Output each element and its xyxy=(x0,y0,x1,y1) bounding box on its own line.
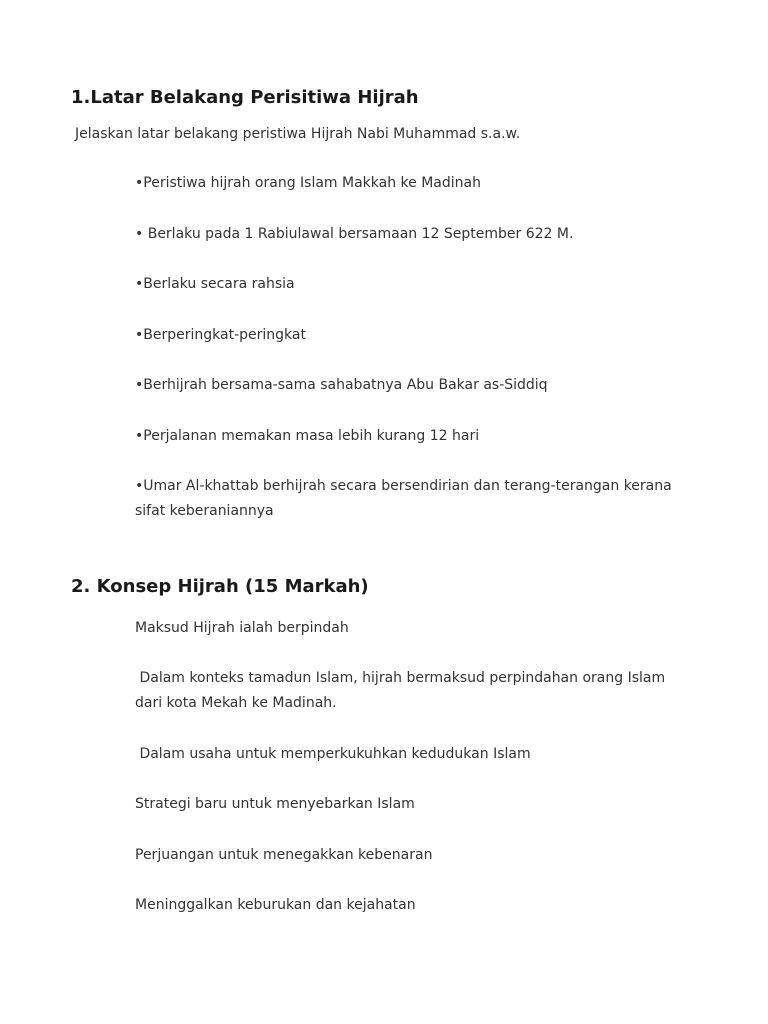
section-1-point: •Berlaku secara rahsia xyxy=(135,276,295,292)
section-2-point: Dalam usaha untuk memperkukuhkan kedudukan Islam xyxy=(135,746,531,762)
section-1-intro: Jelaskan latar belakang peristiwa Hijrah Nabi Muhammad s.a.w. xyxy=(75,126,521,142)
section-2-heading: 2. Konsep Hijrah (15 Markah) xyxy=(71,576,369,597)
section-2-point: Perjuangan untuk menegakkan kebenaran xyxy=(135,847,433,863)
section-2-point: Maksud Hijrah ialah berpindah xyxy=(135,620,349,636)
section-1-point: •Umar Al-khattab berhijrah secara bersendirian dan terang-terangan kerana sifat keberaniannya xyxy=(135,478,672,519)
section-1-heading: 1.Latar Belakang Perisitiwa Hijrah xyxy=(71,87,419,108)
section-1-point: •Peristiwa hijrah orang Islam Makkah ke Madinah xyxy=(135,175,481,191)
section-2-point: Strategi baru untuk menyebarkan Islam xyxy=(135,796,415,812)
section-1-point: • Berlaku pada 1 Rabiulawal bersamaan 12 September 622 M. xyxy=(135,226,574,242)
section-2-point: Meninggalkan keburukan dan kejahatan xyxy=(135,897,416,913)
section-1-point: •Berhijrah bersama-sama sahabatnya Abu Bakar as-Siddiq xyxy=(135,377,548,393)
section-2-point: Dalam konteks tamadun Islam, hijrah bermaksud perpindahan orang Islam dari kota Mekah ke Madinah. xyxy=(135,670,670,711)
section-1-point: •Perjalanan memakan masa lebih kurang 12 hari xyxy=(135,428,480,444)
section-1-point: •Berperingkat-peringkat xyxy=(135,327,306,343)
